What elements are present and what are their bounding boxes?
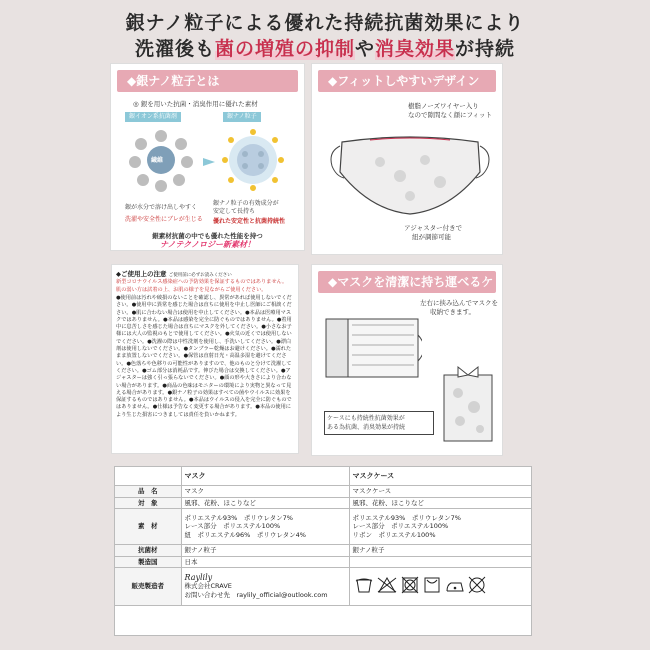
no-tumble-icon [402,577,418,593]
fit-note-2: なので隙間なく顔にフィット [408,111,492,119]
brand-logo: Raylily [184,572,213,582]
notes-red-2 [116,287,294,294]
table-row [115,486,531,498]
iron-low-icon [447,583,463,591]
table-header [115,467,531,486]
usage-notes-panel [112,265,298,453]
mask-cell: 銀ナノ粒子 [181,545,349,557]
circle-icon: ◎ [133,100,139,108]
spec-table [114,466,532,636]
maker-cell [181,568,349,606]
fit-note-1: 樹脂ノーズワイヤー入り [408,102,479,110]
notes-red-text: 新型コロナウイルス感染症への予防効果を保証するものではありません。 [116,279,288,285]
row-label: 対 象 [115,497,181,509]
intro-text: 銀を用いた抗菌・消臭作用に優れた素材 [140,100,258,108]
mask-body [340,137,480,214]
arrow-icon [203,158,215,166]
row-label: 抗菌材 [115,545,181,557]
center-label: 繊維 [151,157,164,164]
case-antibac-note [324,411,434,435]
case-cell: 銀ナノ粒子 [349,545,531,557]
mask-drawing [330,122,490,218]
col-mask: マスク [181,467,349,486]
nano-cluster-icon [222,129,284,191]
case-cell [349,556,531,568]
adjuster-note-2: 紐が調節可能 [412,233,451,241]
contact-label: お問い合わせ先 [184,590,230,599]
no-dryclean-icon [469,577,485,593]
headline-part: 洗濯後も [134,38,215,60]
panel-title: ◆マスクを清潔に持ち運べるケース [318,271,496,293]
mask-cell: マスク [181,486,349,498]
right-note-b: 安定して長持ち [213,208,256,215]
care-icons [353,574,503,596]
table-row [115,556,531,568]
case-note-1: 左右に挟み込んでマスクを [420,299,498,307]
case-panel [312,265,502,455]
row-label: 品 名 [115,486,181,498]
case-cell: ポリエステル93% ポリウレタン7% レース部分 ポリエステル100% リボン ポリエステル100% [349,509,531,545]
notes-red-text: 肌の弱い方は試着の上、お肌の様子を見ながらご使用ください。 [116,287,267,293]
caption-1: 銀素材抗菌の中でも優れた性能を持つ [152,232,263,240]
case-cell: マスクケース [349,486,531,498]
right-warn: 優れた安定性と抗菌持続性 [213,218,286,225]
left-note: 銀が水分で溶け出しやすく [125,204,198,211]
case-cell: 風邪、花粉、ほこりなど [349,497,531,509]
care-icons-cell [349,568,531,606]
panel-title: ◆銀ナノ粒子とは [117,70,298,92]
panel-title: ◆フィットしやすいデザイン [318,70,496,92]
mask-cell: 風邪、花粉、ほこりなど [181,497,349,509]
molecule-diagram [121,122,296,202]
hang-dry-icon [425,578,439,592]
contact-email: raylily_official@outlook.com [236,590,328,599]
notes-heading-sub: ご使用前に必ずお読みください [168,273,232,278]
headline-part: や [354,38,375,60]
table-row [115,497,531,509]
table-row [115,568,531,606]
notes-red-1 [116,279,294,286]
ribbon-icon [458,367,478,377]
left-label: 銀イオン系抗菌剤 [125,112,181,122]
row-label: 素 材 [115,509,181,545]
no-bleach-icon [378,578,396,592]
table-row [115,545,531,557]
left-warn: 洗濯や安全性にブレが生じる [125,216,203,223]
fit-design-panel [312,64,502,254]
headline-part: が持続 [455,38,516,60]
case-note-line: ある為抗菌、消臭効果が持続 [327,424,406,431]
notes-heading [116,269,294,278]
table-row [115,509,531,545]
case-note-2: 収納できます。 [430,308,475,316]
case-open-drawing [322,315,422,381]
adjuster-note-1: アジャスター付きで [404,224,463,232]
caption-2: ナノテクノロジー新素材！ [160,240,255,249]
silver-intro [133,100,258,108]
wash-30-icon [356,579,372,592]
mask-cell: 日本 [181,556,349,568]
right-label: 銀ナノ粒子 [223,112,261,122]
company-name: 株式会社CRAVE [184,582,232,591]
notes-body: ●使用前は汚れや破損のないことを確認し、異常があれば使用しないでください。●使用中に異常を感じた場合は直ちに使用を中止し医師にご相談ください。●肌に合わない場合は使用を中止してください。●本品は医療用マスクではありません。●本品は感染を完全に防ぐものではありません。●着用中に息苦しさを感じた場合は直ちにマスクを外してください。●小さなお子様には大人の監視のもとで使用してください。●火気の近くでは使用しないでください。●洗濯の際は中性洗剤を使用し、手洗いしてください。●漂白剤は使用しないでください。●タンブラー乾燥はお避けください。●濡れたまま放置しないでください。●保管は直射日光・高温多湿を避けてください。●色落ちや色移りの可能性がありますので、他のものと分けて洗濯してください。●ゴム部分は消耗品です。伸びた場合は交換してください。●アジャスターは強く引っ張らないでください。●顔の形や大きさにより合わない場合があります。●商品の色味はモニターの環境により実物と異なって見える場合があります。●銀ナノ粒子の効果はすべての菌やウイルスに効果を保証するものではありません。●本品はウイルスの侵入を完全に防ぐものではありません。●仕様は予告なく変更する場合があります。●本品の使用により生じた損害につきましては責任を負いかねます。 [116,295,292,418]
headline-highlight: 菌の増殖の抑制 [214,38,355,60]
headline-line1: 銀ナノ粒子による優れた持続抗菌効果により [125,12,525,34]
headline-line2 [0,34,650,61]
silver-nano-panel [111,64,304,250]
col-case: マスクケース [349,467,531,486]
case-closed-drawing [440,363,496,445]
mask-cell: ポリエステル93% ポリウレタン7% レース部分 ポリエステル100% 紐 ポリエステル96% ポリウレタン4% [181,509,349,545]
row-label: 販売製造者 [115,568,181,606]
notes-heading-text: ◆ご使用上の注意 [116,270,167,278]
headline-highlight: 消臭効果 [375,38,456,60]
case-note-line: ケースにも持続性抗菌効果が [327,415,405,422]
row-label: 製造国 [115,556,181,568]
right-note-a: 銀ナノ粒子の有効成分が [213,200,279,207]
